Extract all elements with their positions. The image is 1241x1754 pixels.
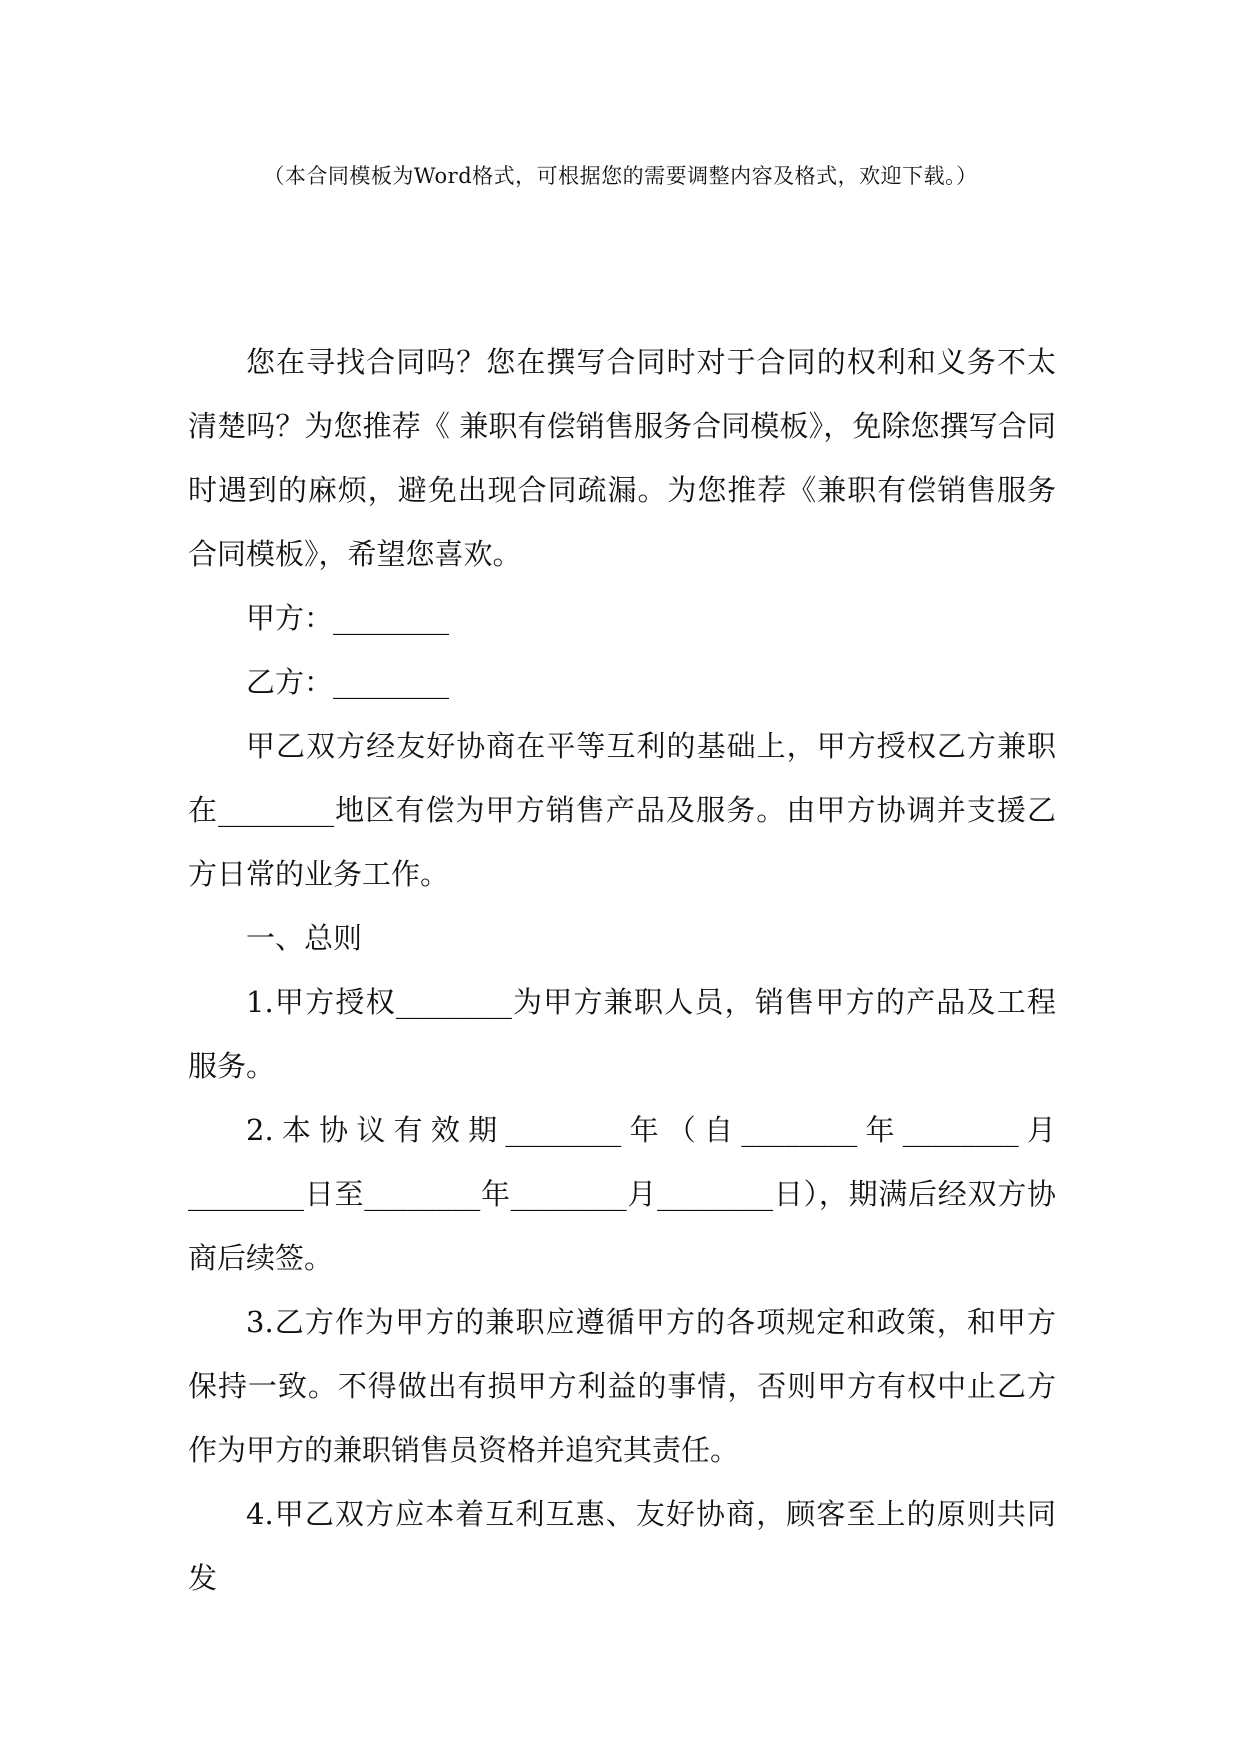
clause-3: 3.乙方作为甲方的兼职应遵循甲方的各项规定和政策，和甲方保持一致。不得做出有损甲方利益的事情，否则甲方有权中止乙方作为甲方的兼职销售员资格并追究其责任。 [188, 1305, 1056, 1467]
clause-1: 1.甲方授权________为甲方兼职人员，销售甲方的产品及工程服务。 [188, 985, 1056, 1083]
party-b-line: 乙方：________ [246, 665, 450, 699]
clause-4: 4.甲乙双方应本着互利互惠、友好协商，顾客至上的原则共同发 [188, 1497, 1056, 1595]
contract-body [188, 330, 1056, 1610]
section-heading-general: 一、总则 [246, 921, 363, 955]
agreement-preamble: 甲乙双方经友好协商在平等互利的基础上，甲方授权乙方兼职在________地区有偿为甲方销售产品及服务。由甲方协调并支援乙方日常的业务工作。 [188, 729, 1056, 891]
clause-2: 2.本协议有效期________年（自________年________月________日至________年________月________日），期满后经双方协商后续签。 [188, 1113, 1056, 1275]
intro-paragraph: 您在寻找合同吗？您在撰写合同时对于合同的权利和义务不太清楚吗？为您推荐《 兼职有偿销售服务合同模板》，免除您撰写合同时遇到的麻烦，避免出现合同疏漏。为您推荐《兼职有偿销售服务合同模板》，希望您喜欢。 [188, 345, 1056, 571]
party-a-line: 甲方：________ [246, 601, 450, 635]
template-notice: （本合同模板为Word格式，可根据您的需要调整内容及格式，欢迎下载。） [263, 164, 978, 188]
